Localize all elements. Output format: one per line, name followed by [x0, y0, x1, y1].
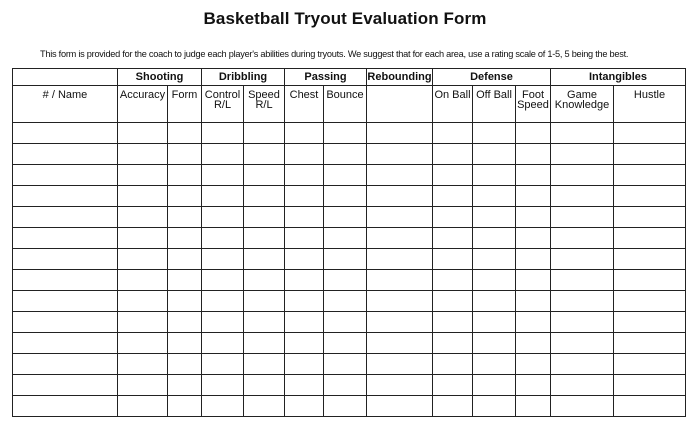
cell-bounce[interactable] — [324, 123, 367, 144]
cell-off-ball[interactable] — [473, 291, 516, 312]
cell-form[interactable] — [168, 144, 202, 165]
cell-control[interactable] — [202, 249, 244, 270]
cell-control[interactable] — [202, 312, 244, 333]
cell-game-knowledge[interactable] — [551, 165, 614, 186]
cell-off-ball[interactable] — [473, 396, 516, 417]
cell-bounce[interactable] — [324, 228, 367, 249]
column-header-control: Control R/L — [202, 86, 244, 123]
cell-control[interactable] — [202, 165, 244, 186]
cell-speed[interactable] — [244, 186, 285, 207]
cell-accuracy[interactable] — [118, 375, 168, 396]
group-header-intangibles: Intangibles — [551, 69, 686, 86]
cell-chest[interactable] — [285, 375, 324, 396]
cell-rebounding[interactable] — [367, 123, 433, 144]
cell-foot-speed[interactable] — [516, 144, 551, 165]
cell-foot-speed[interactable] — [516, 333, 551, 354]
cell-form[interactable] — [168, 291, 202, 312]
cell-chest[interactable] — [285, 396, 324, 417]
cell-foot-speed[interactable] — [516, 291, 551, 312]
cell-chest[interactable] — [285, 270, 324, 291]
cell-accuracy[interactable] — [118, 312, 168, 333]
cell-game-knowledge[interactable] — [551, 270, 614, 291]
column-header-row — [13, 86, 686, 123]
cell-speed[interactable] — [244, 144, 285, 165]
cell-bounce[interactable] — [324, 165, 367, 186]
cell-name[interactable] — [13, 291, 118, 312]
column-header-chest: Chest — [285, 86, 324, 123]
table-row — [13, 144, 686, 165]
cell-on-ball[interactable] — [433, 144, 473, 165]
cell-control[interactable] — [202, 207, 244, 228]
cell-name[interactable] — [13, 375, 118, 396]
cell-chest[interactable] — [285, 207, 324, 228]
cell-bounce[interactable] — [324, 144, 367, 165]
table-row — [13, 333, 686, 354]
cell-hustle[interactable] — [614, 207, 686, 228]
cell-form[interactable] — [168, 123, 202, 144]
cell-accuracy[interactable] — [118, 249, 168, 270]
cell-bounce[interactable] — [324, 249, 367, 270]
cell-chest[interactable] — [285, 228, 324, 249]
cell-foot-speed[interactable] — [516, 354, 551, 375]
cell-on-ball[interactable] — [433, 249, 473, 270]
cell-game-knowledge[interactable] — [551, 312, 614, 333]
cell-rebounding[interactable] — [367, 270, 433, 291]
cell-game-knowledge[interactable] — [551, 396, 614, 417]
cell-foot-speed[interactable] — [516, 186, 551, 207]
cell-game-knowledge[interactable] — [551, 228, 614, 249]
column-header-game-knowledge: Game Knowledge — [551, 86, 614, 123]
cell-bounce[interactable] — [324, 333, 367, 354]
cell-foot-speed[interactable] — [516, 207, 551, 228]
cell-rebounding[interactable] — [367, 291, 433, 312]
cell-on-ball[interactable] — [433, 165, 473, 186]
cell-bounce[interactable] — [324, 207, 367, 228]
cell-control[interactable] — [202, 144, 244, 165]
cell-name[interactable] — [13, 396, 118, 417]
cell-hustle[interactable] — [614, 396, 686, 417]
cell-speed[interactable] — [244, 291, 285, 312]
cell-bounce[interactable] — [324, 375, 367, 396]
cell-foot-speed[interactable] — [516, 312, 551, 333]
cell-rebounding[interactable] — [367, 354, 433, 375]
cell-foot-speed[interactable] — [516, 228, 551, 249]
cell-rebounding[interactable] — [367, 249, 433, 270]
cell-form[interactable] — [168, 396, 202, 417]
cell-control[interactable] — [202, 186, 244, 207]
cell-off-ball[interactable] — [473, 228, 516, 249]
cell-off-ball[interactable] — [473, 144, 516, 165]
cell-accuracy[interactable] — [118, 228, 168, 249]
cell-chest[interactable] — [285, 186, 324, 207]
cell-game-knowledge[interactable] — [551, 207, 614, 228]
table-row — [13, 291, 686, 312]
group-header-blank — [13, 69, 118, 86]
column-header-hustle: Hustle — [614, 86, 686, 123]
cell-foot-speed[interactable] — [516, 249, 551, 270]
evaluation-table — [12, 68, 686, 417]
cell-hustle[interactable] — [614, 165, 686, 186]
table-row — [13, 354, 686, 375]
cell-off-ball[interactable] — [473, 207, 516, 228]
cell-name[interactable] — [13, 165, 118, 186]
cell-game-knowledge[interactable] — [551, 144, 614, 165]
cell-hustle[interactable] — [614, 186, 686, 207]
cell-off-ball[interactable] — [473, 333, 516, 354]
cell-accuracy[interactable] — [118, 144, 168, 165]
table-body — [13, 123, 686, 417]
cell-form[interactable] — [168, 354, 202, 375]
cell-off-ball[interactable] — [473, 354, 516, 375]
cell-on-ball[interactable] — [433, 270, 473, 291]
cell-speed[interactable] — [244, 333, 285, 354]
cell-foot-speed[interactable] — [516, 270, 551, 291]
cell-form[interactable] — [168, 165, 202, 186]
cell-control[interactable] — [202, 270, 244, 291]
cell-bounce[interactable] — [324, 270, 367, 291]
cell-rebounding[interactable] — [367, 207, 433, 228]
cell-hustle[interactable] — [614, 354, 686, 375]
column-header-foot-speed: Foot Speed — [516, 86, 551, 123]
group-header-row — [13, 69, 686, 86]
column-header-name: # / Name — [13, 86, 118, 123]
cell-name[interactable] — [13, 333, 118, 354]
cell-form[interactable] — [168, 228, 202, 249]
cell-chest[interactable] — [285, 333, 324, 354]
form-title: Basketball Tryout Evaluation Form — [203, 9, 487, 28]
table-row — [13, 249, 686, 270]
cell-rebounding[interactable] — [367, 375, 433, 396]
cell-speed[interactable] — [244, 375, 285, 396]
cell-off-ball[interactable] — [473, 123, 516, 144]
cell-bounce[interactable] — [324, 396, 367, 417]
cell-form[interactable] — [168, 375, 202, 396]
cell-game-knowledge[interactable] — [551, 186, 614, 207]
cell-off-ball[interactable] — [473, 165, 516, 186]
cell-control[interactable] — [202, 396, 244, 417]
cell-hustle[interactable] — [614, 123, 686, 144]
group-header-dribbling: Dribbling — [202, 69, 285, 86]
cell-hustle[interactable] — [614, 291, 686, 312]
cell-on-ball[interactable] — [433, 333, 473, 354]
cell-chest[interactable] — [285, 144, 324, 165]
cell-control[interactable] — [202, 333, 244, 354]
table-row — [13, 123, 686, 144]
form-instructions: This form is provided for the coach to judge each player's abilities during tryouts. We suggest that for each area, use a rating scale of 1-5, 5 being the best. — [40, 49, 629, 59]
cell-speed[interactable] — [244, 270, 285, 291]
table-row — [13, 165, 686, 186]
cell-form[interactable] — [168, 270, 202, 291]
table-row — [13, 396, 686, 417]
group-header-rebounding: Rebounding — [367, 69, 433, 86]
cell-accuracy[interactable] — [118, 123, 168, 144]
cell-hustle[interactable] — [614, 270, 686, 291]
cell-speed[interactable] — [244, 312, 285, 333]
cell-speed[interactable] — [244, 207, 285, 228]
cell-accuracy[interactable] — [118, 291, 168, 312]
group-header-defense: Defense — [433, 69, 551, 86]
cell-chest[interactable] — [285, 312, 324, 333]
cell-rebounding[interactable] — [367, 165, 433, 186]
cell-off-ball[interactable] — [473, 186, 516, 207]
cell-chest[interactable] — [285, 291, 324, 312]
cell-chest[interactable] — [285, 165, 324, 186]
cell-on-ball[interactable] — [433, 186, 473, 207]
cell-game-knowledge[interactable] — [551, 249, 614, 270]
cell-off-ball[interactable] — [473, 312, 516, 333]
cell-name[interactable] — [13, 270, 118, 291]
cell-accuracy[interactable] — [118, 186, 168, 207]
cell-foot-speed[interactable] — [516, 396, 551, 417]
cell-form[interactable] — [168, 249, 202, 270]
cell-bounce[interactable] — [324, 186, 367, 207]
cell-name[interactable] — [13, 123, 118, 144]
cell-hustle[interactable] — [614, 333, 686, 354]
column-header-speed: Speed R/L — [244, 86, 285, 123]
cell-control[interactable] — [202, 123, 244, 144]
column-header-bounce: Bounce — [324, 86, 367, 123]
cell-on-ball[interactable] — [433, 207, 473, 228]
cell-off-ball[interactable] — [473, 270, 516, 291]
cell-speed[interactable] — [244, 228, 285, 249]
cell-name[interactable] — [13, 186, 118, 207]
cell-game-knowledge[interactable] — [551, 375, 614, 396]
cell-control[interactable] — [202, 228, 244, 249]
cell-hustle[interactable] — [614, 144, 686, 165]
cell-form[interactable] — [168, 333, 202, 354]
cell-foot-speed[interactable] — [516, 165, 551, 186]
cell-control[interactable] — [202, 354, 244, 375]
cell-name[interactable] — [13, 354, 118, 375]
cell-chest[interactable] — [285, 249, 324, 270]
cell-rebounding[interactable] — [367, 396, 433, 417]
column-header-rebounding — [367, 86, 433, 123]
table-row — [13, 186, 686, 207]
cell-hustle[interactable] — [614, 249, 686, 270]
cell-hustle[interactable] — [614, 375, 686, 396]
table-row — [13, 270, 686, 291]
cell-accuracy[interactable] — [118, 333, 168, 354]
cell-name[interactable] — [13, 249, 118, 270]
cell-on-ball[interactable] — [433, 228, 473, 249]
column-header-on-ball: On Ball — [433, 86, 473, 123]
table-row — [13, 312, 686, 333]
column-header-off-ball: Off Ball — [473, 86, 516, 123]
cell-on-ball[interactable] — [433, 354, 473, 375]
cell-rebounding[interactable] — [367, 333, 433, 354]
cell-speed[interactable] — [244, 165, 285, 186]
cell-game-knowledge[interactable] — [551, 354, 614, 375]
cell-accuracy[interactable] — [118, 354, 168, 375]
group-header-passing: Passing — [285, 69, 367, 86]
cell-on-ball[interactable] — [433, 375, 473, 396]
cell-accuracy[interactable] — [118, 165, 168, 186]
table-row — [13, 207, 686, 228]
column-header-accuracy: Accuracy — [118, 86, 168, 123]
cell-chest[interactable] — [285, 123, 324, 144]
table-row — [13, 375, 686, 396]
cell-rebounding[interactable] — [367, 312, 433, 333]
cell-speed[interactable] — [244, 249, 285, 270]
cell-on-ball[interactable] — [433, 312, 473, 333]
cell-on-ball[interactable] — [433, 291, 473, 312]
cell-on-ball[interactable] — [433, 123, 473, 144]
cell-bounce[interactable] — [324, 312, 367, 333]
cell-rebounding[interactable] — [367, 144, 433, 165]
cell-chest[interactable] — [285, 354, 324, 375]
group-header-shooting: Shooting — [118, 69, 202, 86]
cell-hustle[interactable] — [614, 228, 686, 249]
cell-form[interactable] — [168, 312, 202, 333]
cell-control[interactable] — [202, 291, 244, 312]
cell-speed[interactable] — [244, 354, 285, 375]
cell-hustle[interactable] — [614, 312, 686, 333]
cell-form[interactable] — [168, 207, 202, 228]
cell-accuracy[interactable] — [118, 270, 168, 291]
cell-bounce[interactable] — [324, 354, 367, 375]
cell-accuracy[interactable] — [118, 396, 168, 417]
cell-foot-speed[interactable] — [516, 123, 551, 144]
cell-game-knowledge[interactable] — [551, 123, 614, 144]
cell-name[interactable] — [13, 144, 118, 165]
cell-control[interactable] — [202, 375, 244, 396]
cell-speed[interactable] — [244, 396, 285, 417]
cell-game-knowledge[interactable] — [551, 291, 614, 312]
cell-game-knowledge[interactable] — [551, 333, 614, 354]
cell-rebounding[interactable] — [367, 228, 433, 249]
cell-form[interactable] — [168, 186, 202, 207]
cell-bounce[interactable] — [324, 291, 367, 312]
cell-name[interactable] — [13, 228, 118, 249]
cell-accuracy[interactable] — [118, 207, 168, 228]
cell-name[interactable] — [13, 312, 118, 333]
cell-off-ball[interactable] — [473, 375, 516, 396]
table-row — [13, 228, 686, 249]
column-header-form: Form — [168, 86, 202, 123]
cell-foot-speed[interactable] — [516, 375, 551, 396]
cell-rebounding[interactable] — [367, 186, 433, 207]
cell-off-ball[interactable] — [473, 249, 516, 270]
cell-on-ball[interactable] — [433, 396, 473, 417]
cell-name[interactable] — [13, 207, 118, 228]
cell-speed[interactable] — [244, 123, 285, 144]
